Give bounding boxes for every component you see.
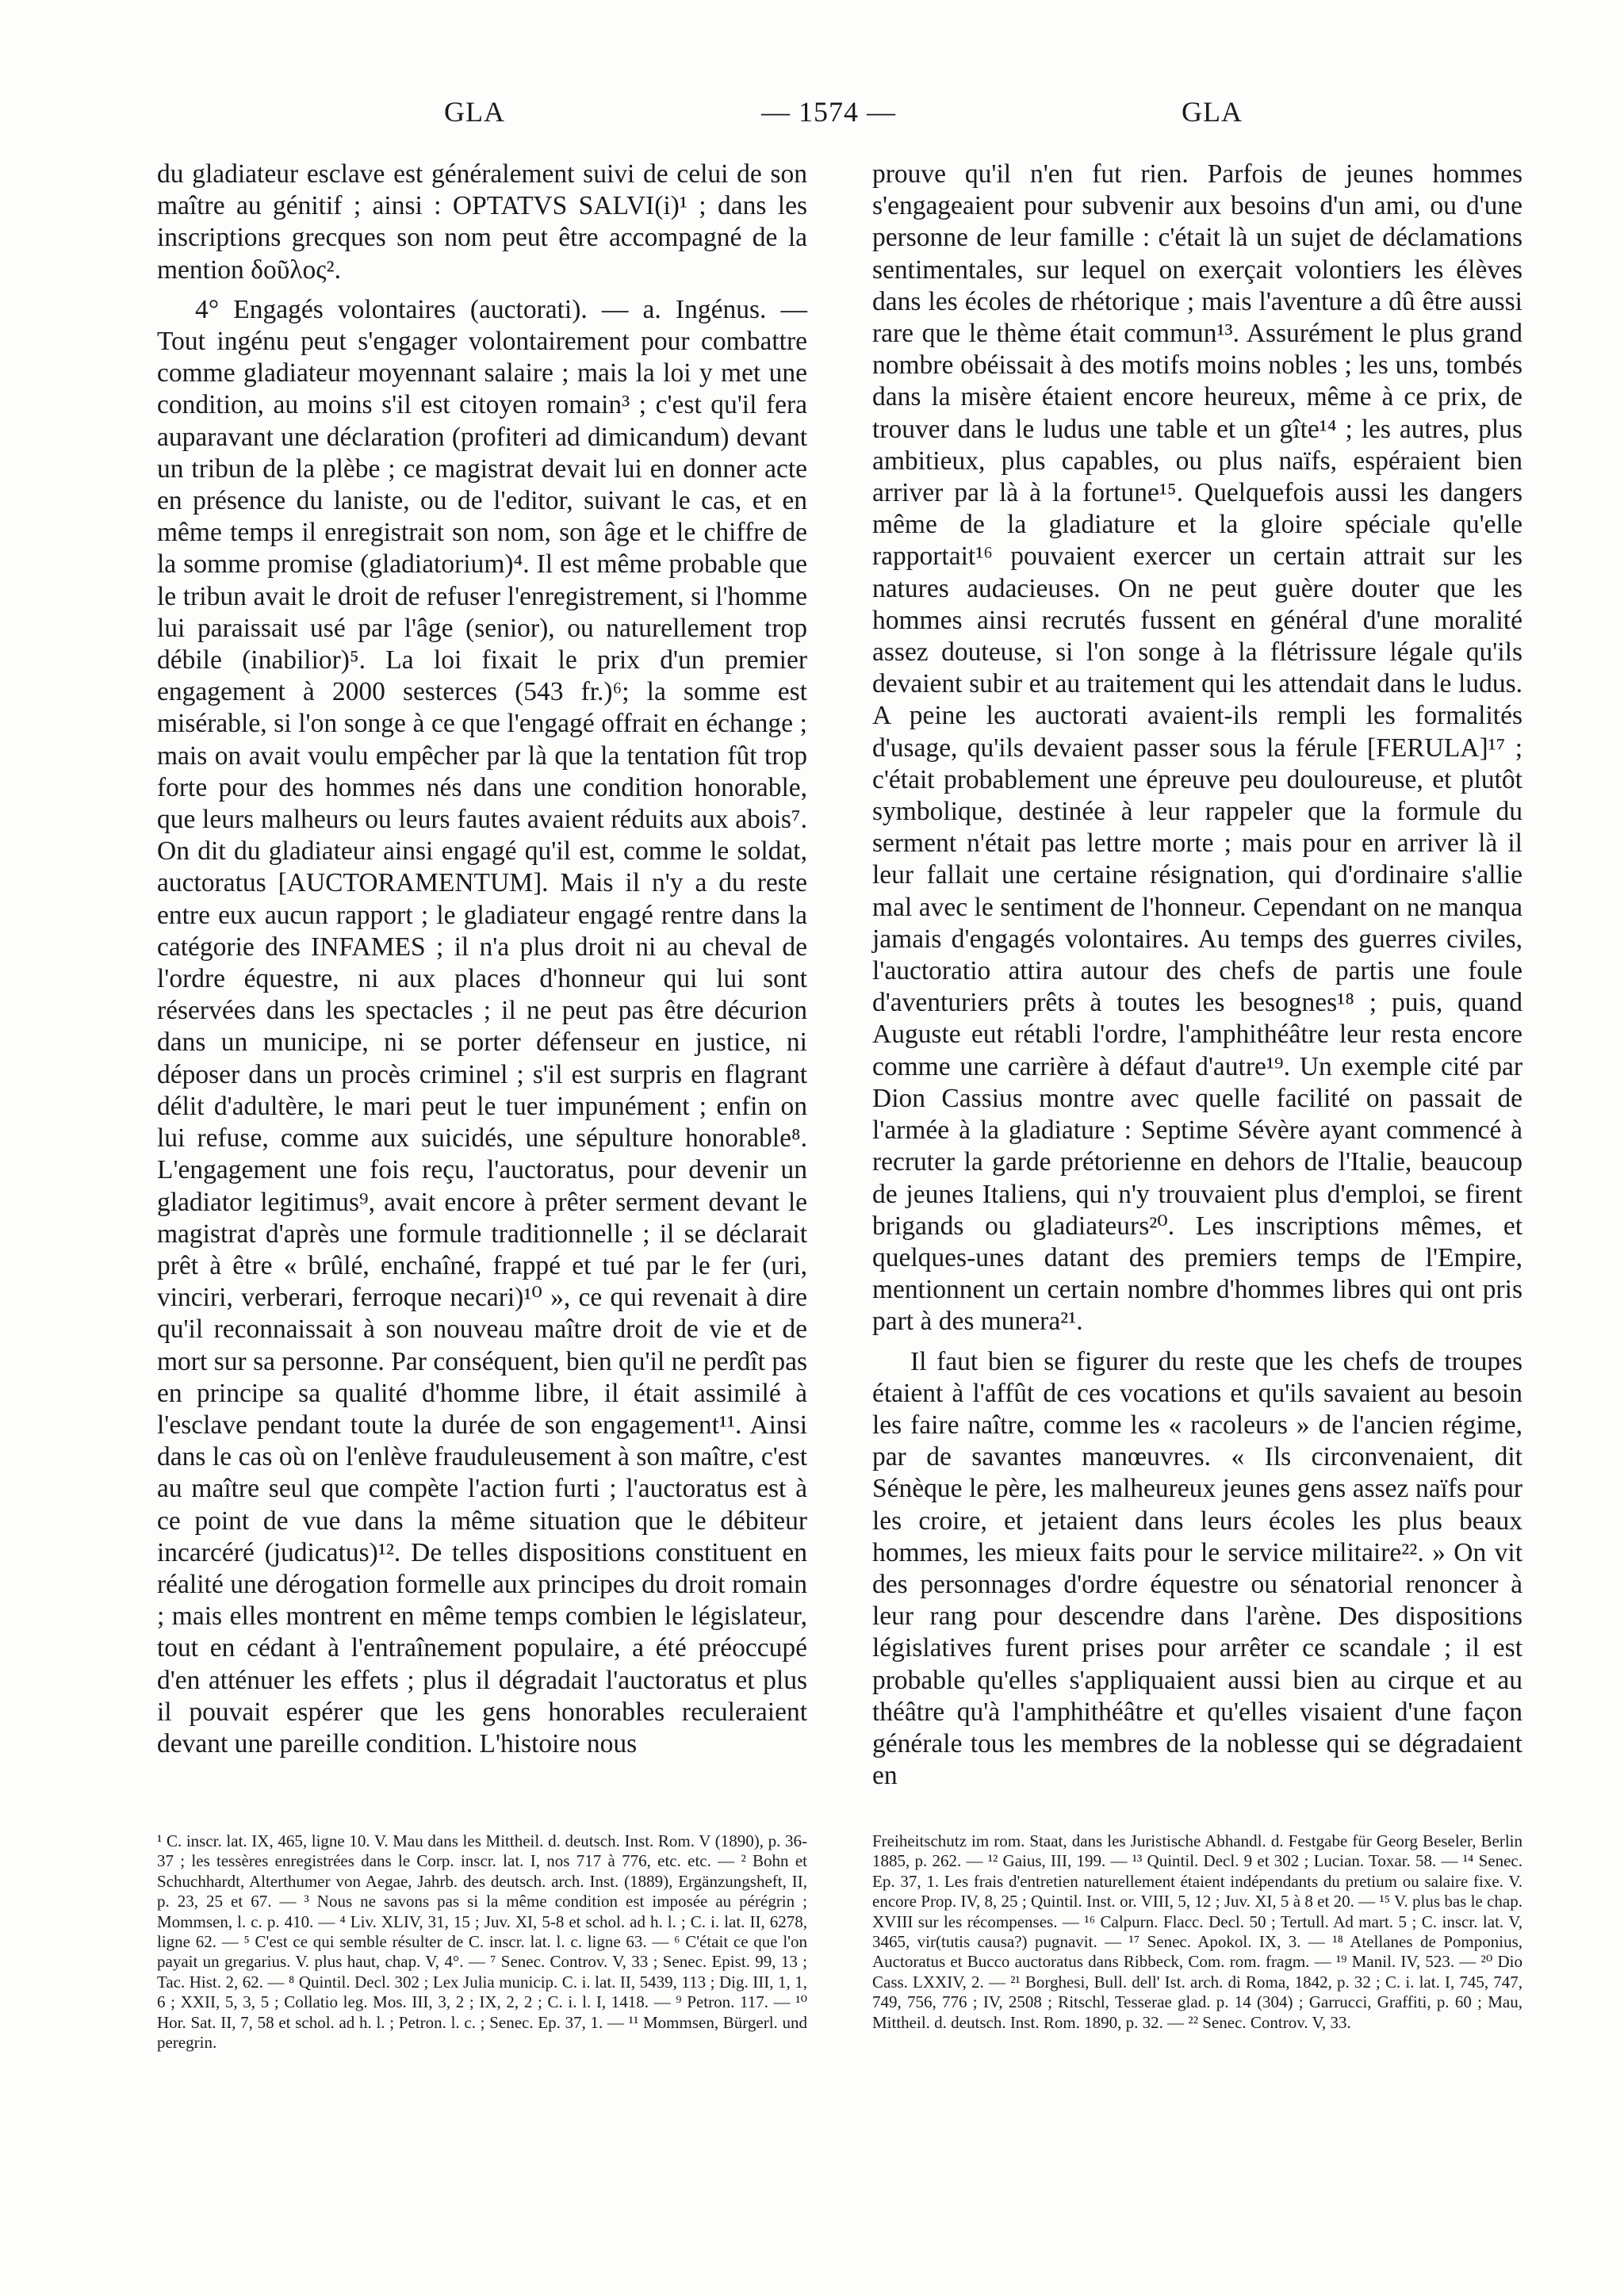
left-column: [157, 159, 807, 1760]
paragraph: 4° Engagés volontaires (auctorati). — a. Ingénus. — Tout ingénu peut s'engager volontairement pour combattre comme gladiateur moyennant salaire ; mais la loi y met une condition, au moins s'il est citoyen romain³ ; c'est qu'il fera auparavant une déclaration (profiteri ad dimicandum) devant un tribun de la plèbe ; ce magistrat devait lui en donner acte en présence du laniste, ou de l'editor, suivant le cas, et en même temps il enregistrait son nom, son âge et le chiffre de la somme promise (gladiatorium)⁴. Il est même probable que le tribun avait le droit de refuser l'enregistrement, si l'homme lui paraissait usé par l'âge (senior), ou naturellement trop débile (inabilior)⁵. La loi fixait le prix d'un premier engagement à 2000 sesterces (543 fr.)⁶; la somme est misérable, si l'on songe à ce que l'engagé offrait en échange ; mais on avait voulu empêcher par là que la tentation fût trop forte pour des hommes nés dans une condition honorable, que leurs malheurs ou leurs fautes avaient réduits aux abois⁷. On dit du gladiateur ainsi engagé qu'il est, comme le soldat, auctoratus [AUCTORAMENTUM]. Mais il n'y a du reste entre eux aucun rapport ; le gladiateur engagé rentre dans la catégorie des INFAMES ; il n'a plus droit ni au cheval de l'ordre équestre, ni aux places d'honneur qui lui sont réservées dans les spectacles ; il ne peut pas être décurion dans un municipe, ni se porter défenseur en justice, ni déposer dans un procès criminel ; s'il est surpris en flagrant délit d'adultère, le mari peut le tuer impunément ; enfin on lui refuse, comme aux suicidés, une sépulture honorable⁸. L'engagement une fois reçu, l'auctoratus, pour devenir un gladiator legitimus⁹, avait encore à prêter serment devant le magistrat d'après une formule traditionnelle ; il se déclarait prêt à être « brûlé, enchaîné, frappé et tué par le fer (uri, vinciri, verberari, ferroque necari)¹⁰ », ce qui revenait à dire qu'il reconnaissait à son nouveau maître droit de vie et de mort sur sa personne. Par conséquent, bien qu'il ne perdît pas en principe sa qualité d'homme libre, il était assimilé à l'esclave pendant toute la durée de son engagement¹¹. Ainsi dans le cas où on l'enlève frauduleusement à son maître, c'est au maître seul que compète l'action furti ; l'auctoratus est à ce point de vue dans la même situation que le débiteur incarcéré (judicatus)¹². De telles dispositions constituent en réalité une dérogation formelle aux principes du droit romain ; mais elles montrent en même temps combien le législateur, tout en cédant à l'entraînement populaire, a été préoccupé d'en atténuer les effets ; plus il dégradait l'auctoratus et plus il pouvait espérer que les gens honorables reculeraient devant une pareille condition. L'histoire nous: [157, 294, 807, 1758]
footnotes-left: ¹ C. inscr. lat. IX, 465, ligne 10. V. Mau dans les Mittheil. d. deutsch. Inst. Rom. V (1890), p. 36-37 ; les tessères enregistrées dans le Corp. inscr. lat. I, nos 717 à 776, etc. etc. — ² Bohn et Schuchhardt, Alterthumer von Aegae, Jahrb. des deutsch. arch. Inst. (1889), Ergänzungsheft, II, p. 23, 25 et 67. — ³ Nous ne savons pas si la même condition est imposée au pérégrin ; Mommsen, l. c. p. 410. — ⁴ Liv. XLIV, 31, 15 ; Juv. XI, 5-8 et schol. ad h. l. ; C. i. lat. II, 6278, ligne 62. — ⁵ C'est ce qui semble résulter de C. inscr. lat. l. c. ligne 63. — ⁶ C'était ce que l'on payait un gregarius. V. plus haut, chap. V, 4°. — ⁷ Senec. Controv. V, 33 ; Senec. Epist. 99, 13 ; Tac. Hist. 2, 62. — ⁸ Quintil. Decl. 302 ; Lex Julia municip. C. i. lat. II, 5439, 113 ; Dig. III, 1, 1, 6 ; XXII, 5, 3, 5 ; Collatio leg. Mos. III, 3, 2 ; IX, 2, 2 ; C. i. l. I, 1418. — ⁹ Petron. 117. — ¹⁰ Hor. Sat. II, 7, 58 et schol. ad h. l. ; Petron. l. c. ; Senec. Ep. 37, 1. — ¹¹ Mommsen, Bürgerl. und peregrin.: [157, 1831, 807, 2053]
page-number: — 1574 —: [761, 96, 896, 128]
header-left: GLA: [444, 96, 505, 128]
paragraph: du gladiateur esclave est généralement suivi de celui de son maître au génitif ; ainsi : OPTATVS SALVI(i)¹ ; dans les inscriptions grecques son nom peut être accompagné de la mention δοῦλος².: [157, 159, 807, 285]
paragraph: prouve qu'il n'en fut rien. Parfois de jeunes hommes s'engageaient pour subvenir aux besoins d'un ami, ou d'une personne de leur famille : c'était là un sujet de déclamations sentimentales, sur lequel on exerçait volontiers les élèves dans les écoles de rhétorique ; mais l'aventure a dû être aussi rare que le thème était commun¹³. Assurément le plus grand nombre obéissait à des motifs moins nobles ; les uns, tombés dans la misère étaient encore heureux, même à ce prix, de trouver dans le ludus une table et un gîte¹⁴ ; les autres, plus ambitieux, plus capables, ou plus naïfs, espéraient bien arriver par là à la fortune¹⁵. Quelquefois aussi les dangers même de la gladiature et la gloire spéciale qu'elle rapportait¹⁶ pouvaient exercer un certain attrait sur les natures audacieuses. On ne peut guère douter que les hommes ainsi recrutés fussent en général d'une moralité assez douteuse, si l'on songe à la flétrissure légale qu'ils devaient subir et au traitement qui les attendait dans le ludus. A peine les auctorati avaient-ils rempli les formalités d'usage, qu'ils devaient passer sous la férule [FERULA]¹⁷ ; c'était probablement une épreuve peu douloureuse, et plutôt symbolique, destinée à leur rappeler que la formule du serment n'était pas lettre morte ; mais pour en arriver là il leur fallait une certaine résignation, qui d'ordinaire s'allie mal avec le sentiment de l'honneur. Cependant on ne manqua jamais d'engagés volontaires. Au temps des guerres civiles, l'auctoratio attira autour des chefs de partis une foule d'aventuriers prêts à toutes les besognes¹⁸ ; puis, quand Auguste eut rétabli l'ordre, l'amphithéâtre leur resta encore comme une carrière à défaut d'autre¹⁹. Un exemple cité par Dion Cassius montre avec quelle facilité on passait de l'armée à la gladiature : Septime Sévère ayant commencé à recruter la garde prétorienne en dehors de l'Italie, beaucoup de jeunes Italiens, qui n'y trouvaient plus d'emploi, se firent brigands ou gladiateurs²⁰. Les inscriptions mêmes, et quelques-unes datant des premiers temps de l'Empire, mentionnent un certain nombre d'hommes libres qui ont pris part à des munera²¹.: [872, 159, 1522, 1337]
header-right: GLA: [1182, 96, 1243, 128]
footnotes-right: Freiheitschutz im rom. Staat, dans les Juristische Abhandl. d. Festgabe für Georg Beseler, Berlin 1885, p. 262. — ¹² Gaius, III, 199. — ¹³ Quintil. Decl. 9 et 302 ; Lucian. Toxar. 58. — ¹⁴ Senec. Ep. 37, 1. Les frais d'entretien naturellement étaient indépendants du pretium ou salaire fixe. V. encore Prop. IV, 8, 25 ; Quintil. Inst. or. VIII, 5, 12 ; Juv. XI, 5 à 8 et 20. — ¹⁵ V. plus bas le chap. XVIII sur les récompenses. — ¹⁶ Calpurn. Flacc. Decl. 50 ; Tertull. Ad mart. 5 ; C. inscr. lat. V, 3465, vir(tutis causa?) pugnavit. — ¹⁷ Senec. Apokol. IX, 3. — ¹⁸ Atellanes de Pomponius, Auctoratus et Bucco auctoratus dans Ribbeck, Com. rom. fragm. — ¹⁹ Manil. IV, 523. — ²⁰ Dio Cass. LXXIV, 2. — ²¹ Borghesi, Bull. dell' Ist. arch. di Roma, 1842, p. 32 ; C. i. lat. I, 745, 747, 749, 756, 776 ; IV, 2508 ; Ritschl, Tesserae glad. p. 14 (304) ; Garrucci, Graffiti, p. 60 ; Mau, Mittheil. d. deutsch. Inst. Rom. 1890, p. 32. — ²² Senec. Controv. V, 33.: [872, 1831, 1522, 2032]
running-header: [0, 95, 1624, 143]
right-column: [872, 159, 1522, 1792]
paragraph: Il faut bien se figurer du reste que les chefs de troupes étaient à l'affût de ces vocations et qu'ils savaient au besoin les faire naître, comme les « racoleurs » de l'ancien régime, par de savantes manœuvres. « Ils circonvenaient, dit Sénèque le père, les malheureux jeunes gens assez naïfs pour les croire, et jetaient dans leurs écoles les plus beaux hommes, les mieux faits pour le service militaire²². » On vit des personnages d'ordre équestre ou sénatorial renoncer à leur rang pour descendre dans l'arène. Des dispositions législatives furent prises pour arrêter ce scandale ; il est probable qu'elles s'appliquaient aussi bien au cirque et au théâtre qu'à l'amphithéâtre et qu'elles visaient d'une façon générale tous les membres de la noblesse qui se dégradaient en: [872, 1346, 1522, 1791]
